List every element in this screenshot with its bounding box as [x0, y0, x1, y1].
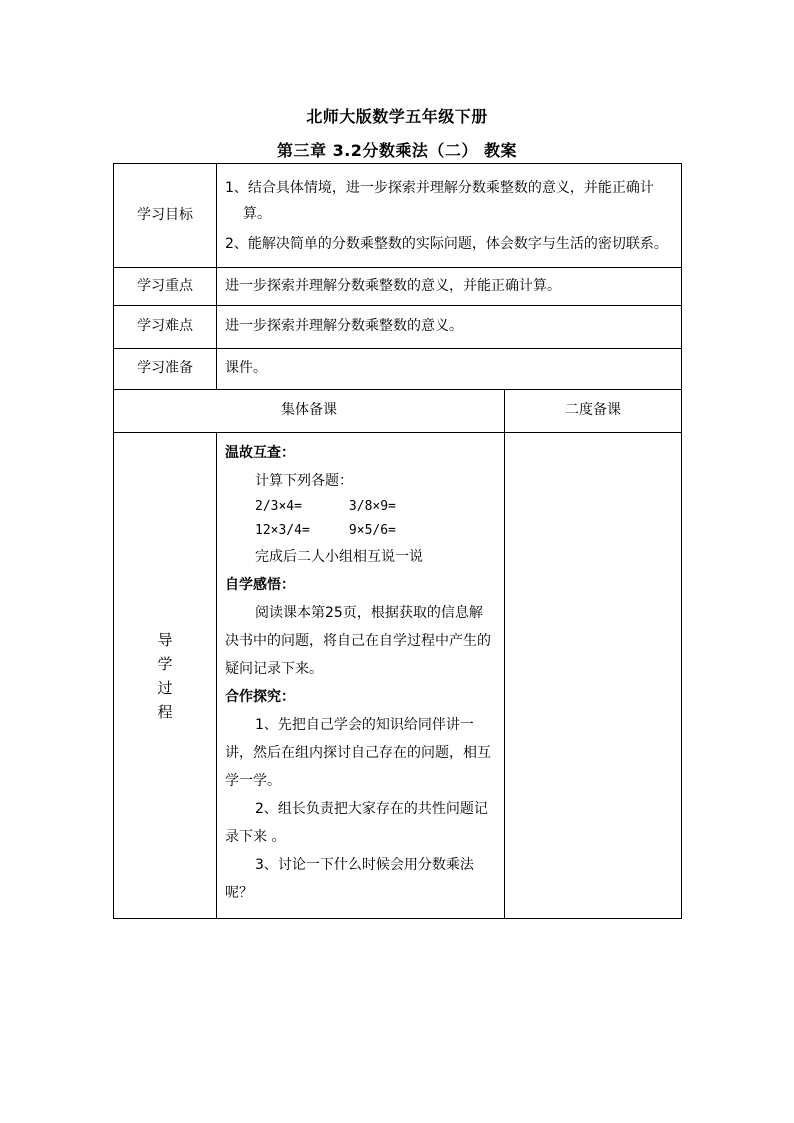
document-subtitle: 第三章 3.2分数乘法（二） 教案 — [277, 141, 517, 160]
guide-label — [114, 433, 217, 919]
goal-item: 1、结合具体情境，进一步探索并理解分数乘整数的意义，并能正确计算。 — [225, 179, 654, 222]
column-header-row — [114, 390, 682, 433]
review-heading: 温故互查： — [225, 445, 295, 461]
guide-content — [217, 433, 505, 919]
review-exercise-line: 12×3/4= 9×5/6= — [255, 523, 396, 538]
prep-label: 学习准备 — [114, 349, 217, 390]
second-header: 二度备课 — [505, 390, 682, 433]
guide-label-char: 导 — [157, 630, 173, 649]
goals-row — [114, 164, 682, 268]
cooperate-item: 1、先把自己学会的知识给同伴讲一讲，然后在组内探讨自己存在的问题，相互学一学。 — [225, 717, 491, 789]
review-exercise-line: 2/3×4= 3/8×9= — [255, 499, 396, 514]
key-content: 进一步探索并理解分数乘整数的意义，并能正确计算。 — [217, 268, 682, 306]
collective-header: 集体备课 — [114, 390, 505, 433]
cooperate-item: 2、组长负责把大家存在的共性问题记录下来 。 — [225, 801, 488, 845]
difficulty-row — [114, 306, 682, 349]
guide-row — [114, 433, 682, 919]
review-after: 完成后二人小组相互说一说 — [255, 549, 423, 565]
cooperate-heading: 合作探究： — [225, 689, 295, 705]
second-prep-cell — [505, 433, 682, 919]
self-study-heading: 自学感悟： — [225, 577, 295, 593]
prep-content: 课件。 — [217, 349, 682, 390]
guide-label-char: 过 — [157, 678, 173, 697]
difficulty-label: 学习难点 — [114, 306, 217, 349]
prep-row — [114, 349, 682, 390]
difficulty-content: 进一步探索并理解分数乘整数的意义。 — [217, 306, 682, 349]
lesson-plan-table — [113, 163, 682, 919]
key-label: 学习重点 — [114, 268, 217, 306]
goals-content — [217, 164, 682, 268]
goals-label: 学习目标 — [114, 164, 217, 268]
document-title: 北师大版数学五年级下册 — [306, 107, 488, 126]
guide-label-char: 程 — [157, 702, 173, 721]
goal-item: 2、能解决简单的分数乘整数的实际问题，体会数字与生活的密切联系。 — [225, 235, 668, 252]
self-study-text: 阅读课本第25页，根据获取的信息解决书中的问题，将自己在自学过程中产生的疑问记录下来。 — [225, 605, 491, 677]
review-instruction: 计算下列各题： — [255, 473, 353, 489]
guide-label-char: 学 — [157, 654, 173, 673]
cooperate-item: 3、讨论一下什么时候会用分数乘法呢？ — [225, 857, 474, 901]
key-row — [114, 268, 682, 306]
